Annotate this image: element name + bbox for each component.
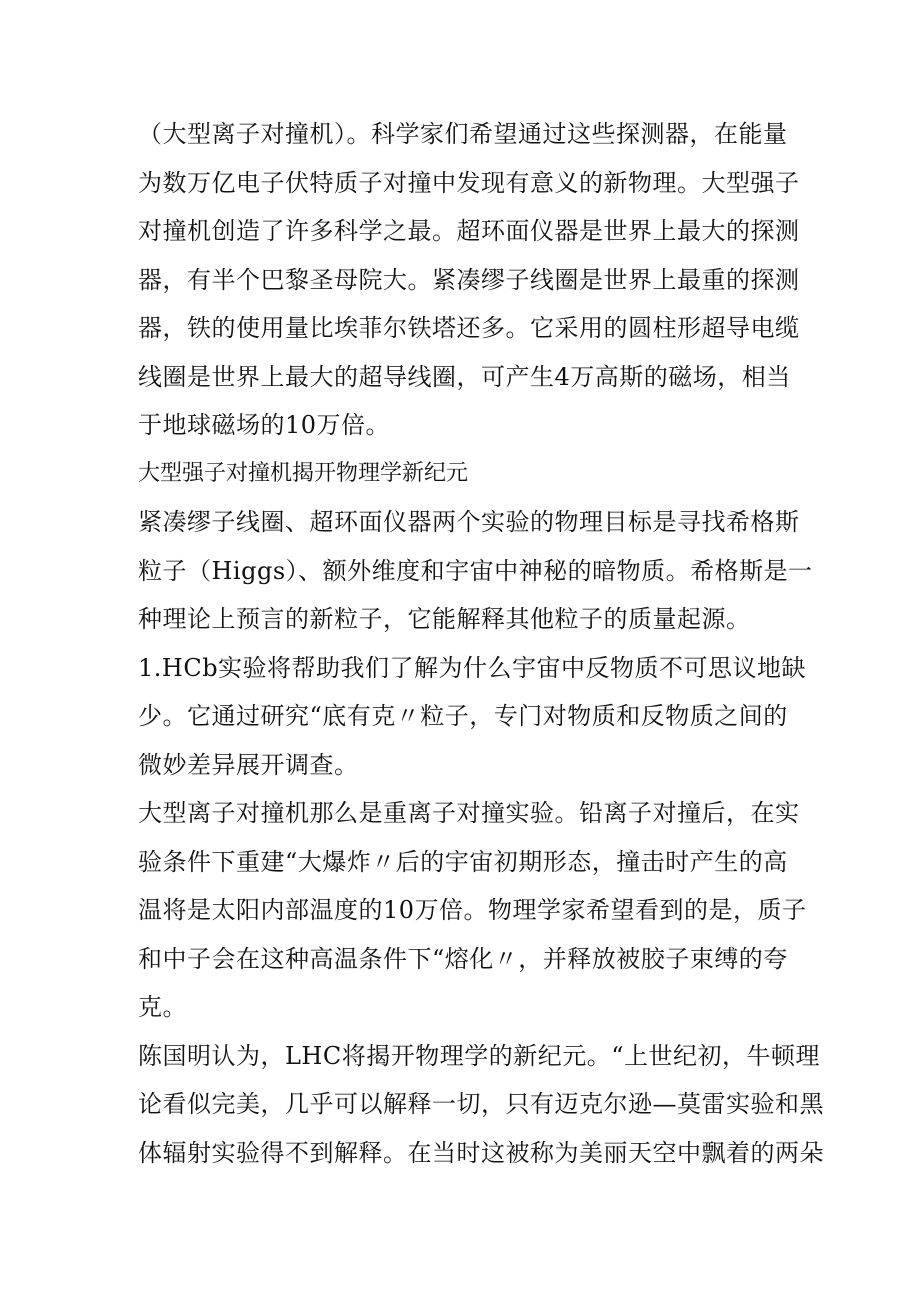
text-line: 克。 (138, 993, 187, 1021)
text-line: 大型离子对撞机那么是重离子对撞实验。铅离子对撞后，在实 (138, 799, 800, 827)
document-page (138, 110, 824, 1177)
text-line: 为数万亿电子伏特质子对撞中发现有意义的新物理。大型强子 (138, 168, 800, 197)
text-line: 陈国明认为，LHC将揭开物理学的新纪元。“上世纪初，牛顿理 (138, 1041, 820, 1070)
text-line: 温将是太阳内部温度的10万倍。物理学家希望看到的是，质子 (138, 896, 807, 924)
section-heading: 大型强子对撞机揭开物理学新纪元 (138, 460, 469, 486)
text-line: 种理论上预言的新粒子，它能解释其他粒子的质量起源。 (138, 605, 751, 633)
text-line: 对撞机创造了许多科学之最。超环面仪器是世界上最大的探测 (138, 217, 800, 245)
text-line: 微妙差异展开调查。 (138, 750, 359, 779)
text-line: （大型离子对撞机）。科学家们希望通过这些探测器，在能量 (138, 120, 788, 148)
text-line: 器，有半个巴黎圣母院大。紧凑缪子线圈是世界上最重的探测 (138, 265, 800, 294)
text-line: 验条件下重建“大爆炸〃后的宇宙初期形态，撞击时产生的高 (138, 847, 788, 876)
text-line: 论看似完美，几乎可以解释一切，只有迈克尔逊—莫雷实验和黑 (138, 1090, 824, 1118)
text-line: 于地球磁场的10万倍。 (138, 411, 391, 439)
text-line: 紧凑缪子线圈、超环面仪器两个实验的物理目标是寻找希格斯 (138, 508, 800, 536)
text-line: 和中子会在这种高温条件下“熔化〃，并释放被胶子束缚的夸 (138, 944, 788, 973)
text-line: 线圈是世界上最大的超导线圈，可产生4万高斯的磁场，相当 (138, 362, 791, 391)
text-line: 器，铁的使用量比埃菲尔铁塔还多。它采用的圆柱形超导电缆 (138, 314, 800, 342)
text-line: 1.HCb实验将帮助我们了解为什么宇宙中反物质不可思议地缺 (138, 653, 807, 682)
text-line: 粒子（Higgs）、额外维度和宇宙中神秘的暗物质。希格斯是一 (138, 556, 813, 585)
text-line: 体辐射实验得不到解释。在当时这被称为美丽天空中飘着的两朵 (138, 1138, 824, 1167)
text-line: 少。它通过研究“底有克〃粒子，专门对物质和反物质之间的 (138, 702, 788, 730)
